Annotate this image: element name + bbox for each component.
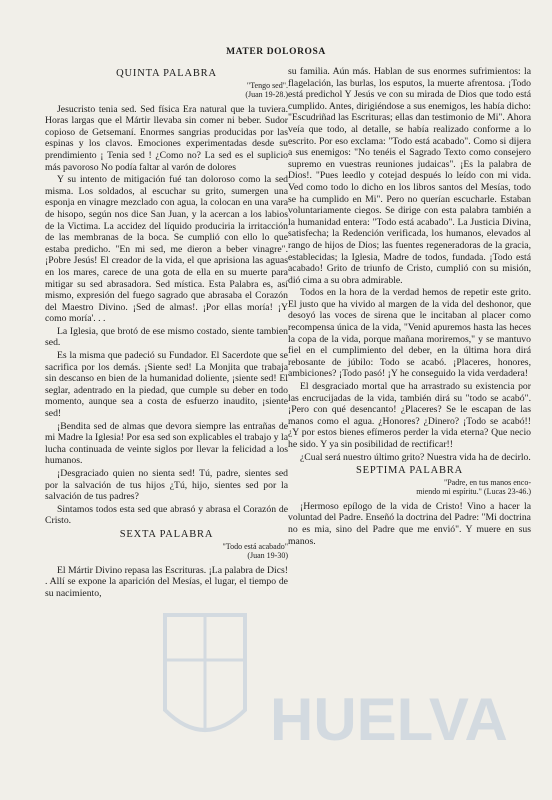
paragraph: Y su intento de mitigación fué tan doloroso como la sed misma. Los soldados, al escuchar su grito, sumergen una esponja en vinagre mezclado con agua, la colocan en una vara de hisopo, según nos dice San Juan, y la acercan a los labios de la Victima. La accidez del líquido produciria la irritacción de las membranas de la boca. Se cumplió con ello lo que estaba predicho. "En mi sed, me dieron a beber vinagre". ¡Pobre Jesús! El creador de la vida, el que aprisiona las aguas en los mares, carece de una gota de ella en su muerte para mitigar su sed abrasadora. Sed mística. Esta Palabra es, así mismo, expresión del fuego sagrado que abrasaba el Corazón del Maestro Divino. ¡Sed de almas!. ¡Por ellas moría! ¡Y como moría'. . . <box>45 174 288 325</box>
paragraph: ¡Desgraciado quien no sienta sed! Tú, padre, sientes sed por la salvación de tus hijos ¿Tú, hijo, sientes sed por la salvación de tus padres? <box>45 468 288 503</box>
crest-icon <box>165 615 245 730</box>
section-title-quinta: QUINTA PALABRA <box>116 68 217 79</box>
epigraph-line: "Todo está acabado" <box>222 541 288 551</box>
paragraph: El Mártir Divino repasa las Escrituras. ¡La palabra de Dics! . Allí se expone la aparición del Mesías, el lugar, el tiempo de su nacimiento, <box>45 564 288 599</box>
epigraph-line: "Padre, en tus manos enco- <box>443 477 531 487</box>
epigraph-line: miendo mi espíritu." (Lucas 23-46.) <box>416 487 531 497</box>
paragraph: ¡Bendita sed de almas que devora siempre las entrañas de mi Madre la Iglesia! Por esa sed son explicables el trabajo y la lucha continuada de veinte siglos por llevar la felicidad a los humanos. <box>45 420 288 467</box>
epigraph-line: (Juan 19-30) <box>247 551 288 561</box>
watermark-text: HUELVA <box>270 686 508 753</box>
paragraph: La Iglesia, que brotó de ese mismo costado, siente tambien sed. <box>45 325 288 349</box>
paragraph-continued: su familia. Aún más. Hablan de sus enormes sufrimientos: la flagelación, las burlas, los esputos, la muerte afrentosa. ¡Todo está predichol Y Jesús ve con su mirada de Dios que todo está cumplido. Antes, dirigiéndose a sus enemigos, les había dicho: "Escudriñad las Escrituras; ellas dan testimonio de Mi". Ahora veía que todo, al detalle, se había realizado conforme a lo escrito. Por eso exclama: "Todo está acabado". Como si dijera a sus enemigos: "No tenéis el Sagrado Texto como consejero supremo en vuestras reuniones judaicas". ¡Es la palabra de Dios!. "Pues leedlo y cotejad después lo leído con mi vida. Ved como todo lo dicho en los libros santos del Mesías, todo se ha cumplido en Mi". Pero no querían escucharle. Estaban voluntariamente ciegos. Se dirige con esta palabra también a la humanidad entera: "Todo está acabado". La Justicia Divina, satisfecha; la Redención verificada, los humanos, elevados al rango de hijos de Dios; las fuentes regeneradoras de la gracia, establecidas; la Iglesia, Madre de todos, fundada. ¡Todo está acabado! Grito de triunfo de Cristo, cumplió con su misión, dió cima a su obra admirable. <box>288 66 531 286</box>
section-title-sexta: SEXTA PALABRA <box>119 528 214 540</box>
section-title-septima: SEPTIMA PALABRA <box>355 465 463 477</box>
epigraph-quinta <box>45 81 288 100</box>
epigraph-line: "Tengo sed". <box>246 80 288 90</box>
epigraph-septima <box>288 478 531 497</box>
left-column <box>45 66 288 600</box>
paragraph: Sintamos todos esta sed que abrasó y abrasa el Corazón de Cristo. <box>45 503 288 527</box>
right-column <box>288 66 531 548</box>
paragraph: ¡Hermoso epílogo de la vida de Cristo! Vino a hacer la voluntad del Padre. Enseñó la doctrina del Padre: "Mi doctrina no es mia, sino del Padre que me envió". Y muere en sus manos. <box>288 500 531 547</box>
page-header: MATER DOLOROSA <box>226 47 326 57</box>
paragraph: ¿Cual será nuestro último grito? Nuestra vida ha de decirlo. <box>300 451 531 463</box>
epigraph-line: (Juan 19-28.) <box>245 90 288 100</box>
epigraph-sexta <box>45 542 288 561</box>
paragraph: Es la misma que padeció su Fundador. El Sacerdote que se sacrifica por los demás. ¡Siente sed! La Monjita que trabaja sin descanso en bien de la humanidad doliente, ¡siente sed! El seglar, adentrado en la piedad, que cumple su deber en todo momento, aunque sea a costa de esfuerzo inaudito, ¡siente sed! <box>45 350 288 420</box>
library-watermark <box>150 590 550 800</box>
paragraph: Jesucristo tenia sed. Sed física Era natural que la tuviera. Horas largas que el Mártir llevaba sin comer ni beber. Sudor copioso de Getsemaní. Enormes sangrias producidas por las espinas y los clavos. Emociones experimentadas desde su prendimiento ¡ Tenia sed ! ¿Como no? La sed es el suplicio más pavoroso No podía faltar al varón de dolores <box>45 103 288 173</box>
paragraph: El desgraciado mortal que ha arrastrado su existencia por las encrucijadas de la vida, también dirá su "todo se acabó". ¡Pero con qué desencanto! ¿Placeres? Se le escapan de las manos como el agua. ¿Honores? ¿Dinero? ¡Todo se acabó!! ¿Y por estos bienes efímeros perder la vida eterna? Que necio he sido. Y ya sin posibilidad de rectificar!! <box>288 381 531 450</box>
paragraph: Todos en la hora de la verdad hemos de repetir este grito. El justo que ha vivido al margen de la vida del deshonor, que desoyó las voces de sirena que le incitaban al placer como recompensa única de la vida, "Venid apuremos hasta las heces la copa de la vida, porque mañana moriremos," y se mantuvo fiel en el cumplimiento del deber, en la última hora dirá rebosante de júbilo: Todo se acabó. ¡Placeres, honores, ambiciones? ¡Todo pasó! ¡Y he conseguido la vida verdadera! <box>288 287 531 380</box>
